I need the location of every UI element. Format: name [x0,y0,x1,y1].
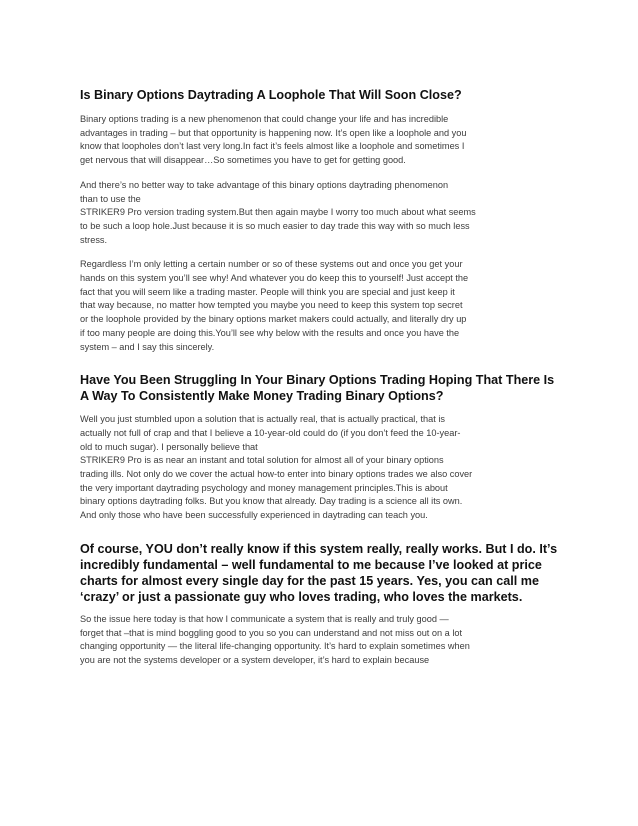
heading-of-course [80,541,564,605]
paragraph-line: actually not full of crap and that I believe a 10-year-old could do (if you don’t feed the 10-year- [80,427,461,438]
paragraph-line: know that loopholes don’t last very long.In fact it’s feels almost like a loophole and sometimes I [80,141,465,152]
heading-line: incredibly fundamental – well fundamental to me because I’ve looked at price [80,557,542,572]
heading-line: ‘crazy’ or just a passionate guy who loves trading, who loves the markets. [80,589,523,604]
paragraph-line: And there’s no better way to take advantage of this binary options daytrading phenomenon [80,179,449,190]
paragraph-line: trading ills. Not only do we cover the actual how-to enter into binary options trades we also cover [80,469,473,480]
paragraph-line: changing opportunity — the literal life-changing opportunity. It’s hard to explain sometimes when [80,641,470,652]
paragraph-line: if too many people are doing this.You’ll see why below with the results and once you have the [80,327,460,338]
paragraph-solution [80,413,564,523]
paragraph-line: Regardless I’m only letting a certain number or so of these systems out and once you get your [80,259,463,270]
heading-line: charts for almost every single day for the past 15 years. Yes, you can call me [80,573,539,588]
paragraph-line: forget that –that is mind boggling good to you so you can understand and not miss out on a lot [80,627,463,638]
paragraph-line: the very important daytrading psychology and money management principles.This is about [80,482,448,493]
paragraph-issue [80,613,564,668]
paragraph-line: system – and I say this sincerely. [80,341,215,352]
heading-line: A Way To Consistently Make Money Trading Binary Options? [80,389,444,404]
heading-loophole: Is Binary Options Daytrading A Loophole That Will Soon Close? [80,88,462,102]
paragraph-secret [80,258,564,354]
paragraph-line: get nervous that will disappear…So sometimes you have to get for getting good. [80,155,406,166]
document-page [80,87,564,679]
paragraph-line: than to use the [80,193,141,204]
paragraph-line: STRIKER9 Pro is as near an instant and total solution for almost all of your binary options [80,455,444,466]
heading-struggling [80,372,564,404]
paragraph-line: So the issue here today is that how I communicate a system that is really and truly good — [80,613,449,624]
paragraph-line: stress. [80,234,108,245]
paragraph-line: Binary options trading is a new phenomenon that could change your life and has incredible [80,114,449,124]
paragraph-line: fact that you will seem like a trading master. People will think you are special and just keep it [80,286,455,297]
paragraph-line: to be such a loop hole.Just because it is so much easier to day trade this way with so much less [80,220,470,231]
paragraph-line: advantages in trading – but that opportunity is happening now. It’s open like a loophole and you [80,127,467,138]
heading-line: Have You Been Struggling In Your Binary Options Trading Hoping That There Is [80,373,555,388]
paragraph-line: And only those who have been successfully experienced in daytrading can teach you. [80,510,428,521]
heading-line: Of course, YOU don’t really know if this system really, really works. But I do. It’s [80,541,558,556]
paragraph-line: hands on this system you’ll see why! And whatever you do keep this to yourself! Just accept the [80,273,469,284]
paragraph-advantage [80,179,564,248]
paragraph-line: binary options daytrading folks. But you know that already. Day trading is a science all its own. [80,496,463,507]
paragraph-line: that way because, no matter how tempted you maybe you need to keep this system top secret [80,300,463,311]
paragraph-line: STRIKER9 Pro version trading system.But then again maybe I worry too much about what seems [80,207,476,218]
paragraph-line: Well you just stumbled upon a solution that is actually real, that is actually practical, that is [80,414,445,425]
paragraph-intro [80,113,564,168]
paragraph-line: you are not the systems developer or a system developer, it’s hard to explain because [80,654,430,665]
paragraph-line: old to much sugar). I personally believe that [80,441,258,452]
paragraph-line: or the loophole provided by the binary options market makers could actually, and literally dry up [80,314,467,325]
